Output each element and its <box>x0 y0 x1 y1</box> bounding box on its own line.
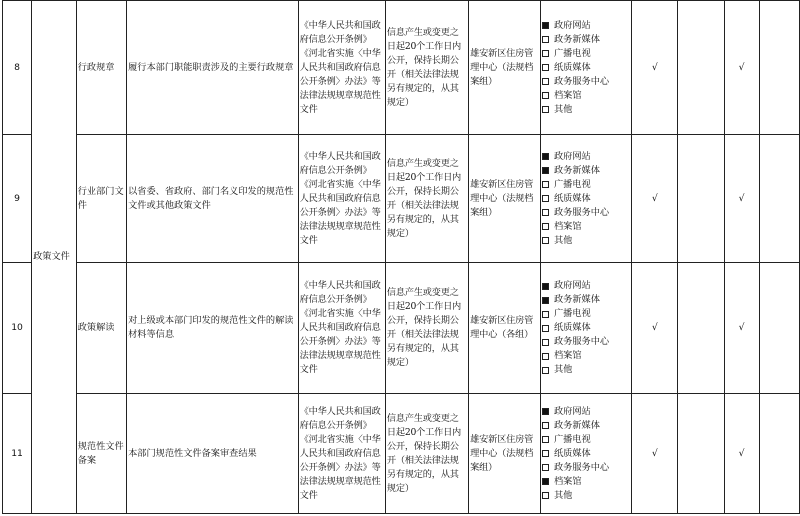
table-row <box>3 1 800 135</box>
content-cell: 本部门规范性文件备案审查结果 <box>127 394 299 514</box>
channel-label: 纸质媒体 <box>554 192 591 204</box>
channel-label: 纸质媒体 <box>554 61 591 73</box>
unchecked-box-icon <box>542 353 549 360</box>
channel-option <box>542 19 630 33</box>
checked-box-icon <box>542 283 549 290</box>
check-mark <box>678 1 724 135</box>
channel-list <box>541 135 632 263</box>
channel-label: 其他 <box>554 364 573 375</box>
check-mark <box>678 263 724 394</box>
channel-label: 政府网站 <box>554 280 591 291</box>
unchecked-box-icon <box>542 492 549 499</box>
channel-label: 政府网站 <box>554 19 591 31</box>
unchecked-box-icon <box>542 195 549 202</box>
check-mark: √ <box>632 1 678 135</box>
channel-option <box>542 405 630 419</box>
unchecked-box-icon <box>542 325 549 332</box>
channel-label: 政务服务中心 <box>554 206 610 218</box>
unchecked-box-icon <box>542 422 549 429</box>
channel-label: 档案馆 <box>554 89 582 101</box>
channel-label: 政务新媒体 <box>554 294 600 305</box>
channel-option <box>542 461 630 475</box>
channel-option <box>542 75 630 89</box>
checked-box-icon <box>542 167 549 174</box>
content-cell: 对上级或本部门印发的规范性文件的解读材料等信息 <box>127 263 299 394</box>
row-number: 9 <box>3 135 32 263</box>
unchecked-box-icon <box>542 181 549 188</box>
channel-label: 档案馆 <box>554 350 582 361</box>
unchecked-box-icon <box>542 36 549 43</box>
checked-box-icon <box>542 153 549 160</box>
channel-option <box>542 206 630 220</box>
channel-label: 广播电视 <box>554 47 591 59</box>
checked-box-icon <box>542 478 549 485</box>
channel-label: 政务新媒体 <box>554 33 600 45</box>
row-number: 8 <box>3 1 32 135</box>
check-mark <box>759 263 799 394</box>
channel-option <box>542 447 630 461</box>
channel-option <box>542 349 630 363</box>
channel-label: 政务服务中心 <box>554 461 610 473</box>
item-cell: 政策解读 <box>76 263 126 394</box>
channel-option <box>542 307 630 321</box>
check-mark <box>678 135 724 263</box>
check-mark: √ <box>632 263 678 394</box>
channel-option <box>542 61 630 75</box>
channel-option <box>542 475 630 489</box>
channel-label: 政务服务中心 <box>554 75 610 87</box>
content-cell: 履行本部门职能职责涉及的主要行政规章 <box>127 1 299 135</box>
channel-option <box>542 47 630 61</box>
unchecked-box-icon <box>542 464 549 471</box>
unchecked-box-icon <box>542 92 549 99</box>
channel-option <box>542 335 630 349</box>
check-mark: √ <box>724 1 759 135</box>
check-mark <box>678 394 724 514</box>
subject-cell: 雄安新区住房管理中心（法规档案组） <box>469 135 541 263</box>
unchecked-box-icon <box>542 223 549 230</box>
unchecked-box-icon <box>542 436 549 443</box>
row-number: 10 <box>3 263 32 394</box>
channel-label: 其他 <box>554 234 573 246</box>
unchecked-box-icon <box>542 450 549 457</box>
subject-cell: 雄安新区住房管理中心（法规档案组） <box>469 394 541 514</box>
channel-option <box>542 150 630 164</box>
timing-cell: 信息产生或变更之日起20个工作日内公开，保持长期公开（相关法律法规另有规定的，从其规定） <box>385 394 468 514</box>
item-cell: 行业部门文件 <box>76 135 126 263</box>
table-row <box>3 263 800 394</box>
channel-list <box>541 263 632 394</box>
disclosure-table <box>2 0 800 514</box>
channel-option <box>542 489 630 503</box>
channel-option <box>542 363 630 377</box>
channel-label: 档案馆 <box>554 220 582 232</box>
channel-label: 政府网站 <box>554 150 591 162</box>
channel-label: 政务新媒体 <box>554 419 600 431</box>
check-mark: √ <box>632 394 678 514</box>
channel-option <box>542 89 630 103</box>
item-cell: 规范性文件备案 <box>76 394 126 514</box>
channel-option <box>542 419 630 433</box>
check-mark: √ <box>724 394 759 514</box>
table-row <box>3 135 800 263</box>
channel-option <box>542 164 630 178</box>
table-row <box>3 394 800 514</box>
timing-cell: 信息产生或变更之日起20个工作日内公开，保持长期公开（相关法律法规另有规定的，从其规定） <box>385 1 468 135</box>
item-cell: 行政规章 <box>76 1 126 135</box>
unchecked-box-icon <box>542 78 549 85</box>
unchecked-box-icon <box>542 339 549 346</box>
channel-label: 纸质媒体 <box>554 322 591 333</box>
unchecked-box-icon <box>542 64 549 71</box>
unchecked-box-icon <box>542 209 549 216</box>
check-mark <box>759 1 799 135</box>
channel-label: 广播电视 <box>554 433 591 445</box>
channel-option <box>542 192 630 206</box>
channel-option <box>542 433 630 447</box>
unchecked-box-icon <box>542 237 549 244</box>
channel-option <box>542 279 630 293</box>
content-cell: 以省委、省政府、部门名义印发的规范性文件或其他政策文件 <box>127 135 299 263</box>
unchecked-box-icon <box>542 367 549 374</box>
check-mark: √ <box>632 135 678 263</box>
channel-option <box>542 33 630 47</box>
channel-list <box>541 394 632 514</box>
checked-box-icon <box>542 22 549 29</box>
channel-option <box>542 293 630 307</box>
checked-box-icon <box>542 408 549 415</box>
unchecked-box-icon <box>542 106 549 113</box>
channel-label: 其他 <box>554 489 573 501</box>
channel-label: 其他 <box>554 103 573 115</box>
basis-cell: 《中华人民共和国政府信息公开条例》《河北省实施〈中华人民共和国政府信息公开条例〉办法》等法律法规规章规范性文件 <box>298 263 385 394</box>
channel-label: 政务新媒体 <box>554 164 600 176</box>
channel-label: 纸质媒体 <box>554 447 591 459</box>
check-mark <box>759 394 799 514</box>
basis-cell: 《中华人民共和国政府信息公开条例》《河北省实施〈中华人民共和国政府信息公开条例〉办法》等法律法规规章规范性文件 <box>298 394 385 514</box>
row-number: 11 <box>3 394 32 514</box>
channel-label: 广播电视 <box>554 308 591 319</box>
channel-label: 档案馆 <box>554 475 582 487</box>
check-mark: √ <box>724 135 759 263</box>
timing-cell: 信息产生或变更之日起20个工作日内公开，保持长期公开（相关法律法规另有规定的，从其规定） <box>385 135 468 263</box>
subject-cell: 雄安新区住房管理中心（法规档案组） <box>469 1 541 135</box>
basis-cell: 《中华人民共和国政府信息公开条例》《河北省实施〈中华人民共和国政府信息公开条例〉办法》等法律法规规章规范性文件 <box>298 135 385 263</box>
check-mark: √ <box>724 263 759 394</box>
check-mark <box>759 135 799 263</box>
channel-option <box>542 321 630 335</box>
channel-option <box>542 103 630 117</box>
channel-option <box>542 234 630 248</box>
unchecked-box-icon <box>542 50 549 57</box>
checked-box-icon <box>542 297 549 304</box>
channel-label: 政务服务中心 <box>554 336 610 347</box>
basis-cell: 《中华人民共和国政府信息公开条例》《河北省实施〈中华人民共和国政府信息公开条例〉办法》等法律法规规章规范性文件 <box>298 1 385 135</box>
subject-cell: 雄安新区住房管理中心（各组） <box>469 263 541 394</box>
timing-cell: 信息产生或变更之日起20个工作日内公开，保持长期公开（相关法律法规另有规定的，从其规定） <box>385 263 468 394</box>
channel-label: 政府网站 <box>554 405 591 417</box>
channel-list <box>541 1 632 135</box>
channel-option <box>542 220 630 234</box>
channel-option <box>542 178 630 192</box>
channel-label: 广播电视 <box>554 178 591 190</box>
category-cell: 政策文件 <box>32 1 77 514</box>
unchecked-box-icon <box>542 311 549 318</box>
